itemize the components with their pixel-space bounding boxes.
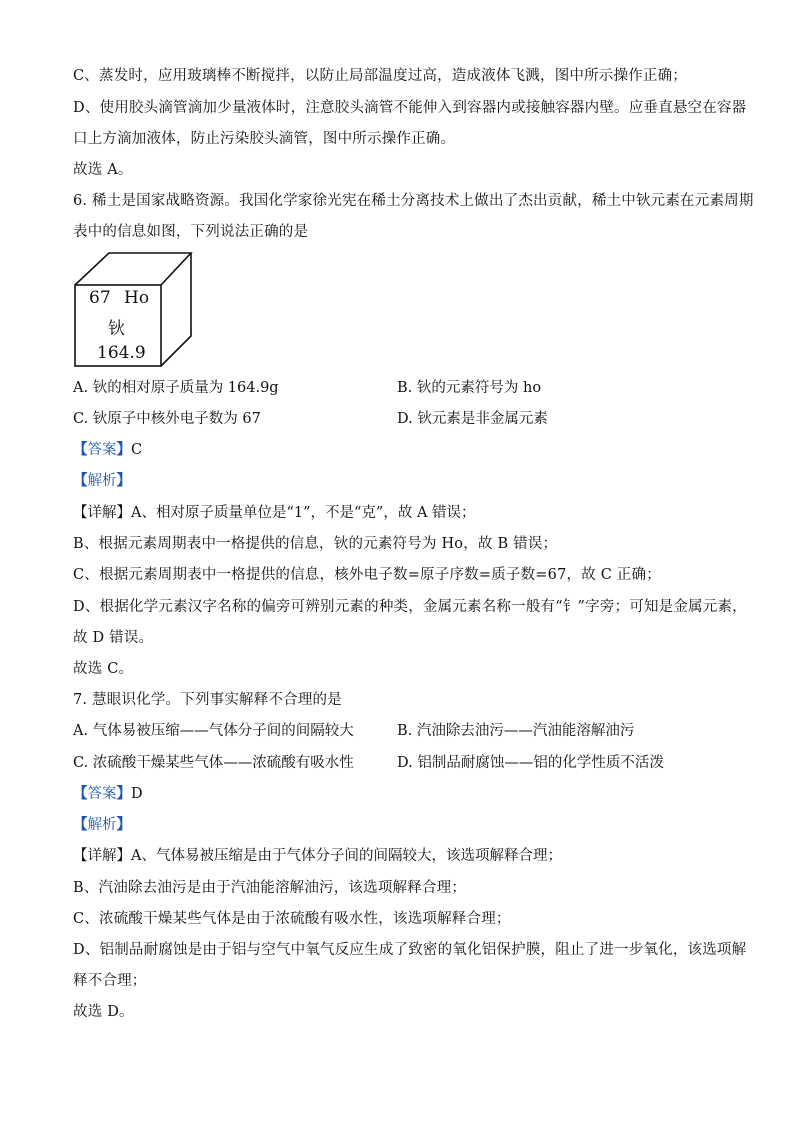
- prev-solution-line-d1: D、使用胶头滴管滴加少量液体时，注意胶头滴管不能伸入到容器内或接触容器内壁。应垂直悬空在容器: [73, 100, 747, 116]
- prev-solution-line-c: C、蒸发时，应用玻璃棒不断搅拌，以防止局部温度过高，造成液体飞溅，图中所示操作正确；: [73, 68, 687, 84]
- q7-conclusion: 故选 D。: [73, 1004, 134, 1020]
- prev-solution-conclusion: 故选 A。: [73, 162, 133, 178]
- q7-detail-a: 【详解】A、气体易被压缩是由于气体分子间的间隔较大，该选项解释合理；: [73, 848, 562, 864]
- element-name: 钬: [108, 319, 125, 339]
- q6-detail-d1: D、根据化学元素汉字名称的偏旁可辨别元素的种类，金属元素名称一般有“钅”字旁；可知是金属元素，: [73, 599, 747, 615]
- q6-detail-a-text: A、相对原子质量单位是“1”，不是“克”，故 A 错误；: [131, 505, 476, 521]
- q6-analysis-heading: 【解析】: [73, 472, 131, 489]
- q6-option-c: C. 钬原子中核外电子数为 67: [73, 411, 261, 427]
- element-mass: 164.9: [97, 343, 146, 363]
- element-cell-figure: [72, 250, 196, 370]
- q7-stem: 7. 慧眼识化学。下列事实解释不合理的是: [73, 692, 342, 708]
- q6-option-a: A. 钬的相对原子质量为 164.9g: [73, 380, 279, 396]
- q6-analysis-label: 解析: [87, 473, 117, 489]
- element-symbol: Ho: [124, 288, 150, 308]
- q7-answer-label: 答案: [87, 786, 117, 802]
- q6-detail-a: 【详解】A、相对原子质量单位是“1”，不是“克”，故 A 错误；: [73, 505, 476, 521]
- q7-detail-d2: 释不合理；: [73, 973, 147, 989]
- prev-solution-line-d2: 口上方滴加液体，防止污染胶头滴管，图中所示操作正确。: [73, 131, 456, 147]
- q6-detail-label: 详解: [87, 505, 117, 521]
- q6-detail-c: C、根据元素周期表中一格提供的信息，核外电子数=原子序数=质子数=67，故 C 正确；: [73, 567, 661, 583]
- q6-stem-line-1: 6. 稀土是国家战略资源。我国化学家徐光宪在稀土分离技术上做出了杰出贡献，稀土中钬元素在元素周期: [73, 193, 754, 209]
- q6-option-d: D. 钬元素是非金属元素: [397, 411, 548, 427]
- q6-conclusion: 故选 C。: [73, 661, 134, 677]
- q7-answer-value: D: [131, 786, 143, 802]
- q6-option-b: B. 钬的元素符号为 ho: [397, 380, 542, 396]
- q6-answer: 【答案】C: [73, 441, 143, 458]
- q6-detail-b: B、根据元素周期表中一格提供的信息，钬的元素符号为 Ho，故 B 错误；: [73, 536, 558, 552]
- q7-option-c: C. 浓硫酸干燥某些气体——浓硫酸有吸水性: [73, 755, 354, 771]
- q7-answer: 【答案】D: [73, 785, 143, 802]
- q7-option-a: A. 气体易被压缩——气体分子间的间隔较大: [73, 723, 354, 739]
- q6-stem-line-2: 表中的信息如图，下列说法正确的是: [73, 224, 309, 240]
- q7-detail-d1: D、铝制品耐腐蚀是由于铝与空气中氧气反应生成了致密的氧化铝保护膜，阻止了进一步氧化，该选项解: [73, 942, 747, 958]
- q7-option-b: B. 汽油除去油污——汽油能溶解油污: [397, 723, 635, 739]
- element-atomic-number: 67: [89, 288, 111, 308]
- q7-analysis-label: 解析: [87, 817, 117, 833]
- q7-detail-b: B、汽油除去油污是由于汽油能溶解油污，该选项解释合理；: [73, 880, 467, 896]
- q6-answer-label: 答案: [87, 442, 117, 458]
- q7-analysis-heading: 【解析】: [73, 816, 131, 833]
- q6-answer-value: C: [131, 442, 143, 458]
- q7-option-d: D. 铝制品耐腐蚀——铝的化学性质不活泼: [397, 755, 664, 771]
- q7-detail-c: C、浓硫酸干燥某些气体是由于浓硫酸有吸水性，该选项解释合理；: [73, 911, 511, 927]
- q6-detail-d2: 故 D 错误。: [73, 630, 154, 646]
- q7-detail-label: 详解: [87, 848, 117, 864]
- q7-detail-a-text: A、气体易被压缩是由于气体分子间的间隔较大，该选项解释合理；: [131, 848, 562, 864]
